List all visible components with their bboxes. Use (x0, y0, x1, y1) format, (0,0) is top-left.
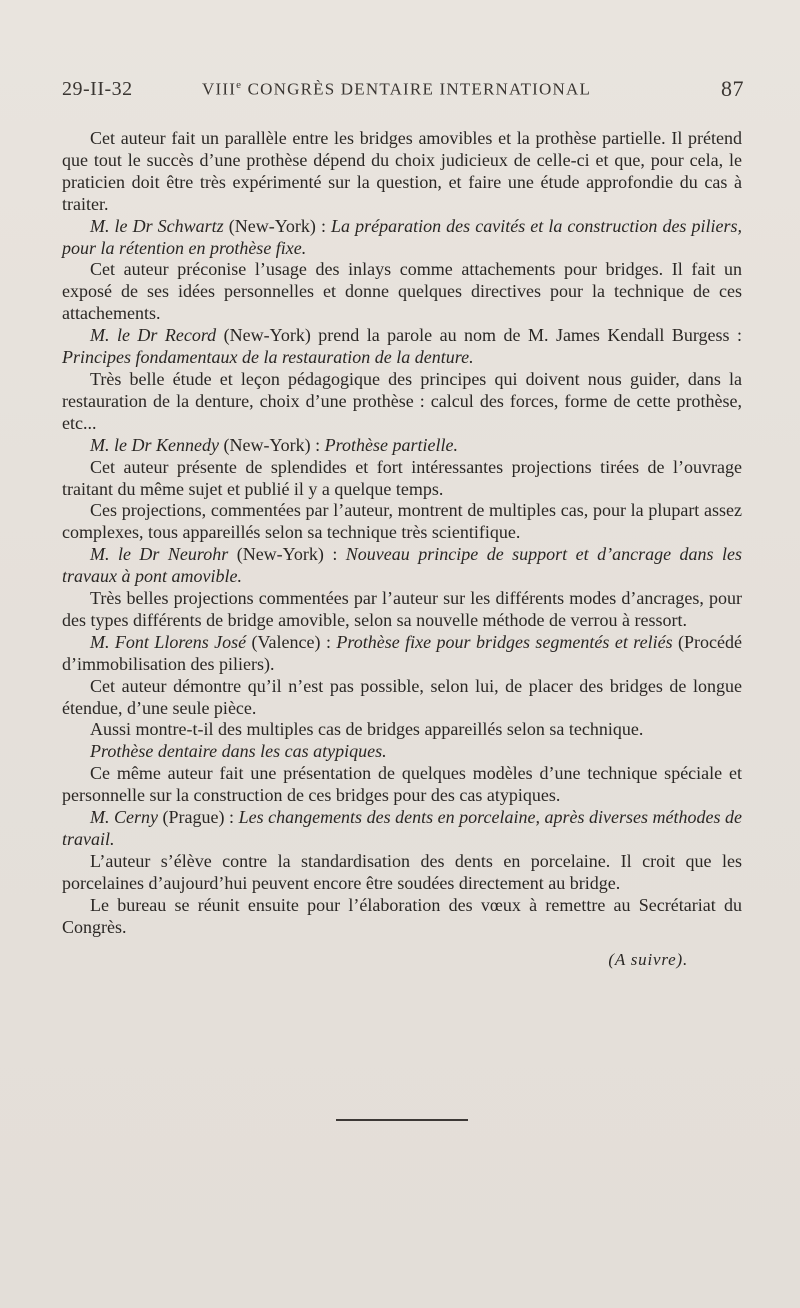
paragraph: Le bureau se réunit ensuite pour l’élaboration des vœux à remettre au Secrétariat du Congrès. (62, 894, 742, 937)
speaker-name: M. le Dr Schwartz (90, 215, 224, 236)
speaker-place: (New-York) : (218, 434, 325, 455)
paragraph: Très belle étude et leçon pédagogique des principes qui doivent nous guider, dans la restauration de la denture, choix d’une prothèse : calcul des forces, forme de cette prothèse, etc... (62, 368, 742, 433)
speaker-place: (New-York) prend la parole au nom de M. James Kendall Burgess : (216, 325, 742, 346)
speaker-place: (New-York) : (223, 215, 332, 236)
speaker-place: (Valence) : (246, 631, 337, 652)
header-title-rest: CONGRÈS DENTAIRE INTERNATIONAL (242, 79, 592, 99)
header-title (202, 79, 591, 100)
speaker-place: (Prague) : (158, 807, 239, 828)
paragraph: Cet auteur démontre qu’il n’est pas possible, selon lui, de placer des bridges de longue étendue, d’une seule pièce. (62, 675, 742, 718)
header-date: 29-II-32 (62, 78, 133, 100)
paragraph: Cet auteur préconise l’usage des inlays comme attachements pour bridges. Il fait un exposé de ses idées personnelles et donne quelques directives pour la technique de ces attachements. (62, 259, 742, 324)
paragraph: Ce même auteur fait une présentation de quelques modèles d’une technique spéciale et personnelle sur la construction de ces bridges pour des cas atypiques. (62, 763, 742, 806)
paragraph: Ces projections, commentées par l’auteur, montrent de multiples cas, pour la plupart assez complexes, tous appareillés selon sa technique très scientifique. (62, 500, 742, 543)
paragraph: Cet auteur fait un parallèle entre les bridges amovibles et la prothèse partielle. Il prétend que tout le succès d’une prothèse dépend du choix judicieux de celle-ci et que, pour cela, le praticien doit être très expérimenté sur la question, et faire une étude approfondie du cas à traiter. (62, 128, 742, 214)
running-header (62, 76, 744, 104)
speaker-entry (62, 807, 742, 851)
speaker-entry (62, 325, 742, 369)
speaker-name: M. Font Llorens José (90, 631, 247, 652)
speaker-entry (62, 544, 742, 588)
speaker-name: M. Cerny (90, 807, 159, 828)
talk-title: Nouveau principe de support et d’ancrage dans les travaux à pont amovible. (62, 544, 742, 587)
header-title-prefix: VIII (202, 79, 237, 99)
talk-title: La préparation des cavités et la construction des piliers, pour la rétention en prothèse fixe. (62, 215, 742, 258)
speaker-name: M. le Dr Kennedy (90, 434, 219, 455)
talk-title: Prothèse partielle. (324, 434, 458, 455)
talk-subtitle: (Procédé d’immobilisation des piliers). (62, 631, 742, 674)
paragraph: Très belles projections commentées par l’auteur sur les différents modes d’ancrages, pour des types différents de bridge amovible, selon sa nouvelle méthode de verrou à ressort. (62, 588, 742, 630)
paragraph: L’auteur s’élève contre la standardisation des dents en porcelaine. Il croit que les porcelaines d’aujourd’hui peuvent encore être soudées directement au bridge. (62, 850, 742, 893)
speaker-name: M. le Dr Record (90, 325, 217, 346)
speaker-entry (62, 216, 742, 260)
speaker-place: (New-York) : (228, 544, 346, 565)
continued-note: (A suivre). (608, 949, 688, 969)
paragraph: Cet auteur présente de splendides et fort intéressantes projections tirées de l’ouvrage traitant du même sujet et publié il y a quelque temps. (62, 456, 742, 499)
page-number: 87 (721, 76, 744, 101)
header-title-sup: e (236, 79, 243, 91)
speaker-name: M. le Dr Neurohr (90, 544, 229, 565)
talk-title: Prothèse dentaire dans les cas atypiques. (90, 741, 387, 762)
section-title (62, 741, 742, 763)
body-text (62, 128, 742, 970)
talk-title: Principes fondamentaux de la restauration de la denture. (62, 347, 474, 368)
talk-title: Les changements des dents en porcelaine, après diverses méthodes de travail. (62, 807, 742, 849)
speaker-entry (62, 632, 742, 676)
speaker-entry (62, 435, 742, 457)
talk-title: Prothèse fixe pour bridges segmentés et reliés (336, 631, 673, 652)
section-divider (336, 1119, 468, 1121)
paragraph: Aussi montre-t-il des multiples cas de bridges appareillés selon sa technique. (90, 719, 644, 740)
